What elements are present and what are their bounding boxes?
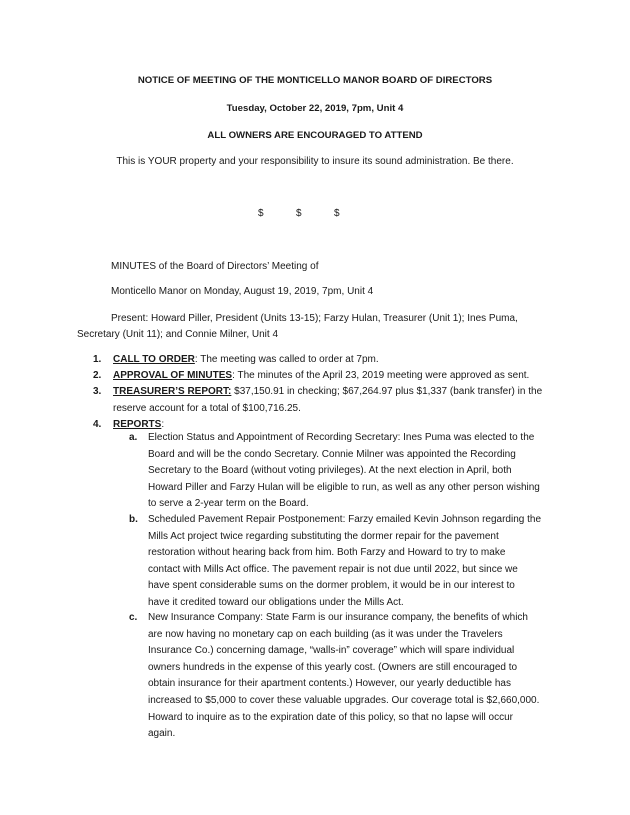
report-line: Board and will be the condo Secretary. Connie Milner was appointed the Recording [148,448,516,460]
attend-notice: ALL OWNERS ARE ENCOURAGED TO ATTEND [207,130,423,141]
separator-symbol: $ [296,208,302,219]
item-heading: TREASURER’S REPORT: [113,386,232,397]
report-line: have it credited toward our obligations under the Mills Act. [148,596,404,608]
item-text: : [161,419,165,430]
separator-symbol: $ [258,208,264,219]
report-line: Election Status and Appointment of Recording Secretary: Ines Puma was elected to the [148,432,535,443]
report-line: have spent considerable sums on the dormer problem, it would be in our interest to [148,580,515,592]
item-heading: CALL TO ORDER [113,354,195,365]
report-line: restoration without hearing back from him. Both Farzy and Howard to try to make [148,547,506,559]
report-line: Insurance Co.) concerning damage, “walls-in” coverage” which will spare individual [148,645,515,657]
minutes-meeting-info: Monticello Manor on Monday, August 19, 2019, 7pm, Unit 4 [111,286,374,297]
report-line: obtain insurance for their apartment contents.) However, our yearly deductible has [148,678,511,690]
report-insurance [129,610,563,743]
sub-item-letter: a. [129,432,138,443]
report-line: Secretary to the Board (without voting privileges). At the next election in April, both [148,465,512,477]
report-line: Howard to inquire as to the expiration date of this policy, so that no lapse will occur [148,711,514,723]
report-line: owners hundreds in the expense of this yearly cost. (Owners are still encouraged to [148,661,518,673]
item-number: 4. [93,419,102,430]
meeting-date: Tuesday, October 22, 2019, 7pm, Unit 4 [226,103,404,114]
item-number: 3. [93,386,102,397]
item-text: : The minutes of the April 23, 2019 meeting were approved as sent. [232,370,530,381]
report-line: to serve a 2-year term on the Board. [148,498,309,510]
sub-item-letter: c. [129,612,138,623]
attendees-line-cont: Secretary (Unit 11); and Connie Milner, Unit 4 [77,329,279,340]
item-text-cont: reserve account for a total of $100,716.25. [113,403,301,414]
item-heading: REPORTS [113,419,162,430]
item-text: $37,150.91 in checking; $67,264.97 plus $1,337 (bank transfer) in the [231,386,543,397]
item-number: 2. [93,370,102,381]
report-line: are now having no monetary cap on each building (as it was under the Travelers [148,628,503,640]
separator-symbol: $ [334,208,340,219]
intro-text: This is YOUR property and your responsibility to insure its sound administration. Be there. [116,156,514,167]
report-line: Mills Act project twice regarding substituting the dormer repair for the pavement [148,530,499,542]
report-line: Howard Piller and Farzy Hulan will be eligible to run, as well as any other person wishing [148,481,540,493]
minutes-heading: MINUTES of the Board of Directors’ Meeting of [111,261,319,272]
item-text: : The meeting was called to order at 7pm. [194,354,379,365]
report-line: Scheduled Pavement Repair Postponement: Farzy emailed Kevin Johnson regarding the [148,514,542,525]
attendees-line: Present: Howard Piller, President (Units 13-15); Farzy Hulan, Treasurer (Unit 1); Ines Puma, [111,313,518,324]
item-heading: APPROVAL OF MINUTES [113,370,233,381]
report-line: again. [148,728,176,740]
report-pavement [129,512,563,612]
item-number: 1. [93,354,102,365]
report-line: increased to $5,000 to cover these valuable upgrades. Our coverage total is $2,660,000. [148,694,540,706]
report-line: New Insurance Company: State Farm is our insurance company, the benefits of which [148,612,528,623]
report-election [129,430,563,513]
report-line: contact with Mills Act office. The pavement repair is not due until 2022, but since we [148,563,518,575]
notice-title: NOTICE OF MEETING OF THE MONTICELLO MANOR BOARD OF DIRECTORS [137,75,493,86]
section-separator [258,208,372,219]
sub-item-letter: b. [129,514,138,525]
